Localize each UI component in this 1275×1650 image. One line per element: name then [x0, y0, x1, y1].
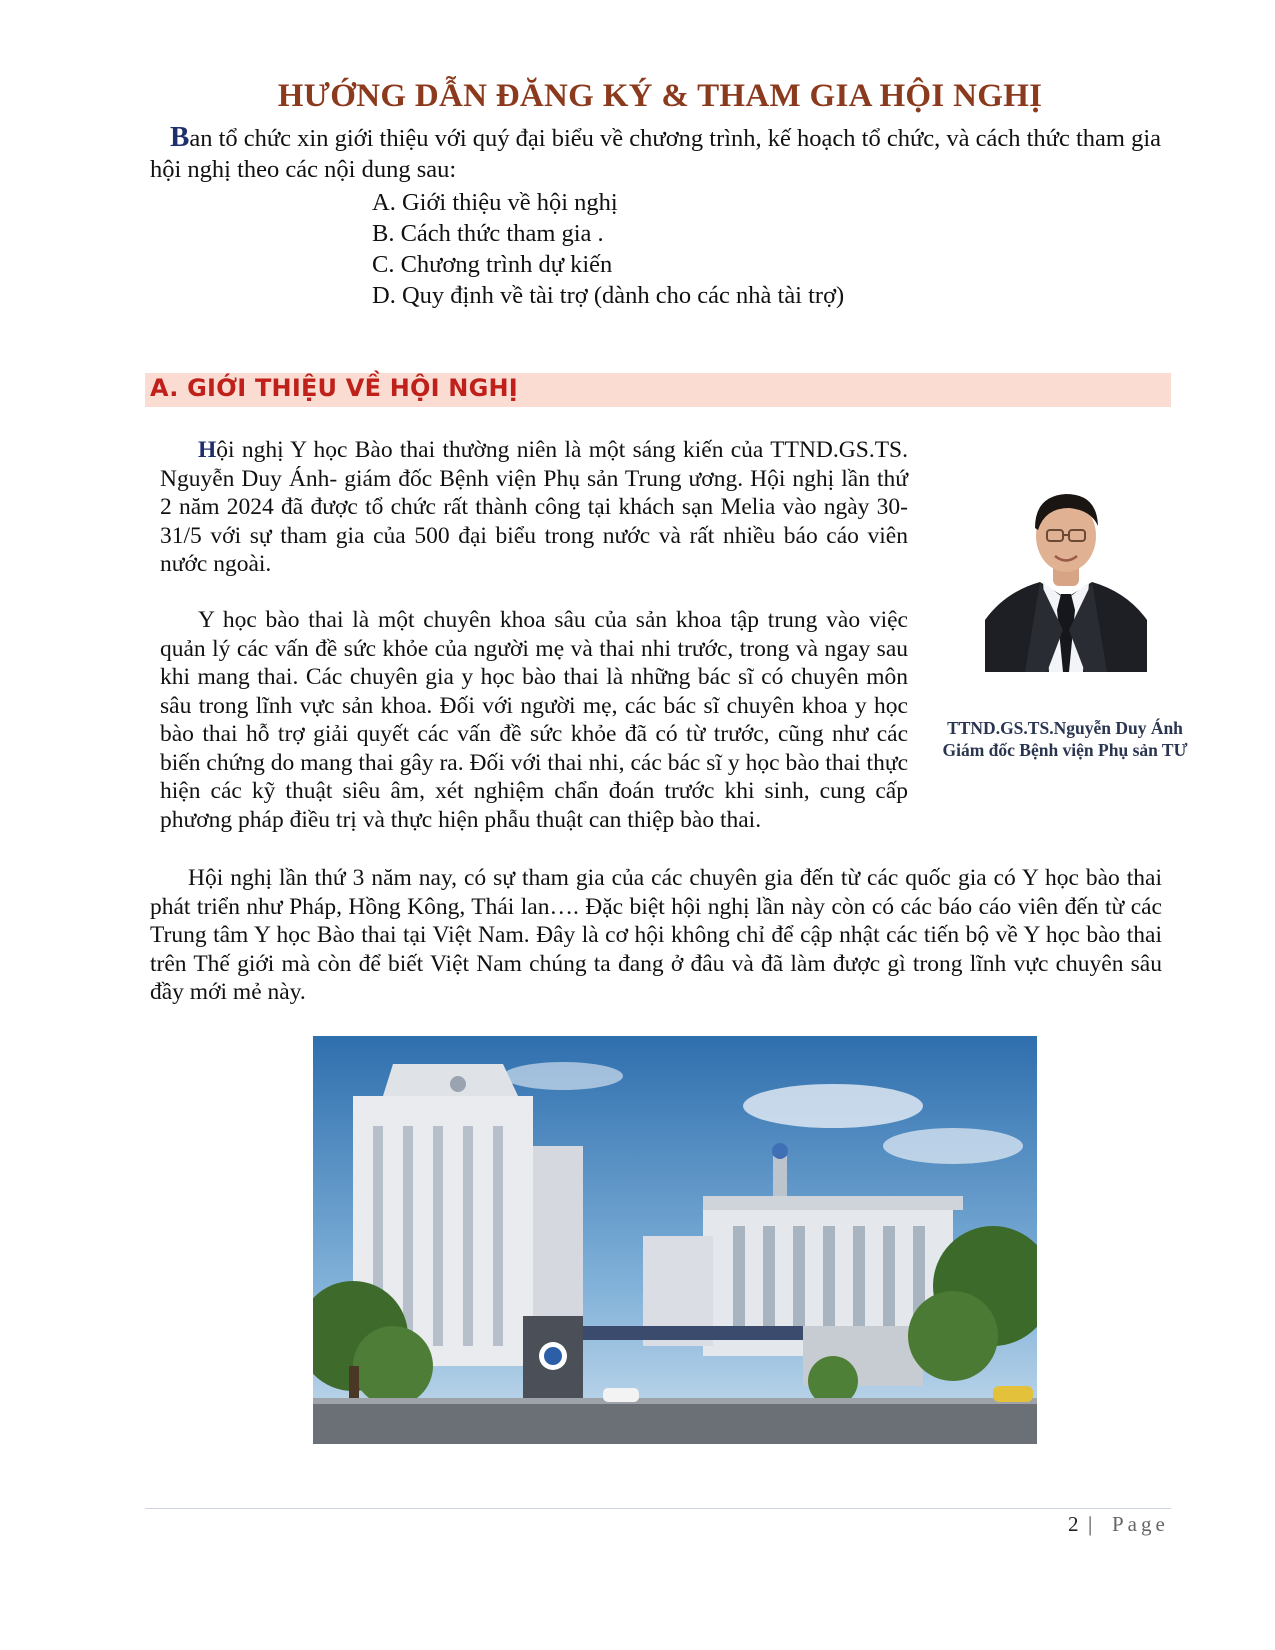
portrait-caption-name: TTND.GS.TS.Nguyễn Duy Ánh — [947, 718, 1183, 738]
intro-text: an tổ chức xin giới thiệu với quý đại biểu về chương trình, kế hoạch tổ chức, và cách thức tham gia hội nghị theo các nội dung sau: — [150, 125, 1162, 183]
portrait-caption-title: Giám đốc Bệnh viện Phụ sản TƯ — [942, 740, 1188, 760]
paragraph-history — [160, 436, 908, 579]
intro-paragraph — [150, 122, 1180, 185]
portrait-caption — [930, 717, 1200, 761]
section-a-heading: A. GIỚI THIỆU VỀ HỘI NGHỊ — [150, 374, 518, 402]
contents-item-c: C. Chương trình dự kiến — [372, 251, 613, 278]
page-separator: | — [1088, 1512, 1093, 1536]
page-number: 2 — [1068, 1512, 1079, 1536]
contents-item-d: D. Quy định về tài trợ (dành cho các nhà tài trợ) — [372, 282, 845, 309]
contents-list — [372, 187, 844, 311]
paragraph-history-initial: H — [198, 437, 217, 463]
page-label: Page — [1112, 1512, 1169, 1536]
intro-dropcap: B — [170, 121, 190, 153]
document-title: HƯỚNG DẪN ĐĂNG KÝ & THAM GIA HỘI NGHỊ — [277, 78, 1043, 114]
paragraph-fetal-medicine: Y học bào thai là một chuyên khoa sâu của sản khoa tập trung vào việc quản lý các vấn đề sức khỏe của người mẹ và thai nhi trước, trong và ngay sau khi mang thai. Các chuyên gia y học bào thai là những bác sĩ có chuyên môn sâu trong lĩnh vực sản khoa. Đối với người mẹ, các bác sĩ chuyên khoa y học bào thai hỗ trợ giải quyết các vấn đề sức khỏe đã có từ trước, cũng như các biến chứng do mang thai gây ra. Đối với thai nhi, các bác sĩ y học bào thai thực hiện các kỹ thuật siêu âm, xét nghiệm chẩn đoán trước khi sinh, cung cấp phương pháp điều trị và thực hiện phẫu thuật can thiệp bào thai. — [160, 607, 908, 833]
contents-item-b: B. Cách thức tham gia . — [372, 220, 604, 247]
contents-item-a: A. Giới thiệu về hội nghị — [372, 189, 618, 216]
footer-divider — [145, 1508, 1171, 1509]
paragraph-history-text: ội nghị Y học Bào thai thường niên là một sáng kiến của TTND.GS.TS. Nguyễn Duy Ánh- giám đốc Bệnh viện Phụ sản Trung ương. Hội nghị lần thứ 2 năm 2024 đã được tổ chức rất thành công tại khách sạn Melia vào ngày 30-31/5 với sự tham gia của 500 đại biểu trong nước và rất nhiều báo cáo viên nước ngoài. — [160, 437, 908, 577]
director-portrait — [985, 470, 1147, 672]
paragraph-third-conference: Hội nghị lần thứ 3 năm nay, có sự tham gia của các chuyên gia đến từ các quốc gia có Y học bào thai phát triển như Pháp, Hồng Kông, Thái lan…. Đặc biệt hội nghị lần này còn có các báo cáo viên đến từ các Trung tâm Y học Bào thai tại Việt Nam. Đây là cơ hội không chỉ để cập nhật các tiến bộ về Y học bào thai trên Thế giới mà còn để biết Việt Nam chúng ta đang ở đâu và đã làm được gì trong lĩnh vực chuyên sâu đầy mới mẻ này. — [150, 865, 1162, 1005]
hospital-building-image — [313, 1036, 1037, 1444]
